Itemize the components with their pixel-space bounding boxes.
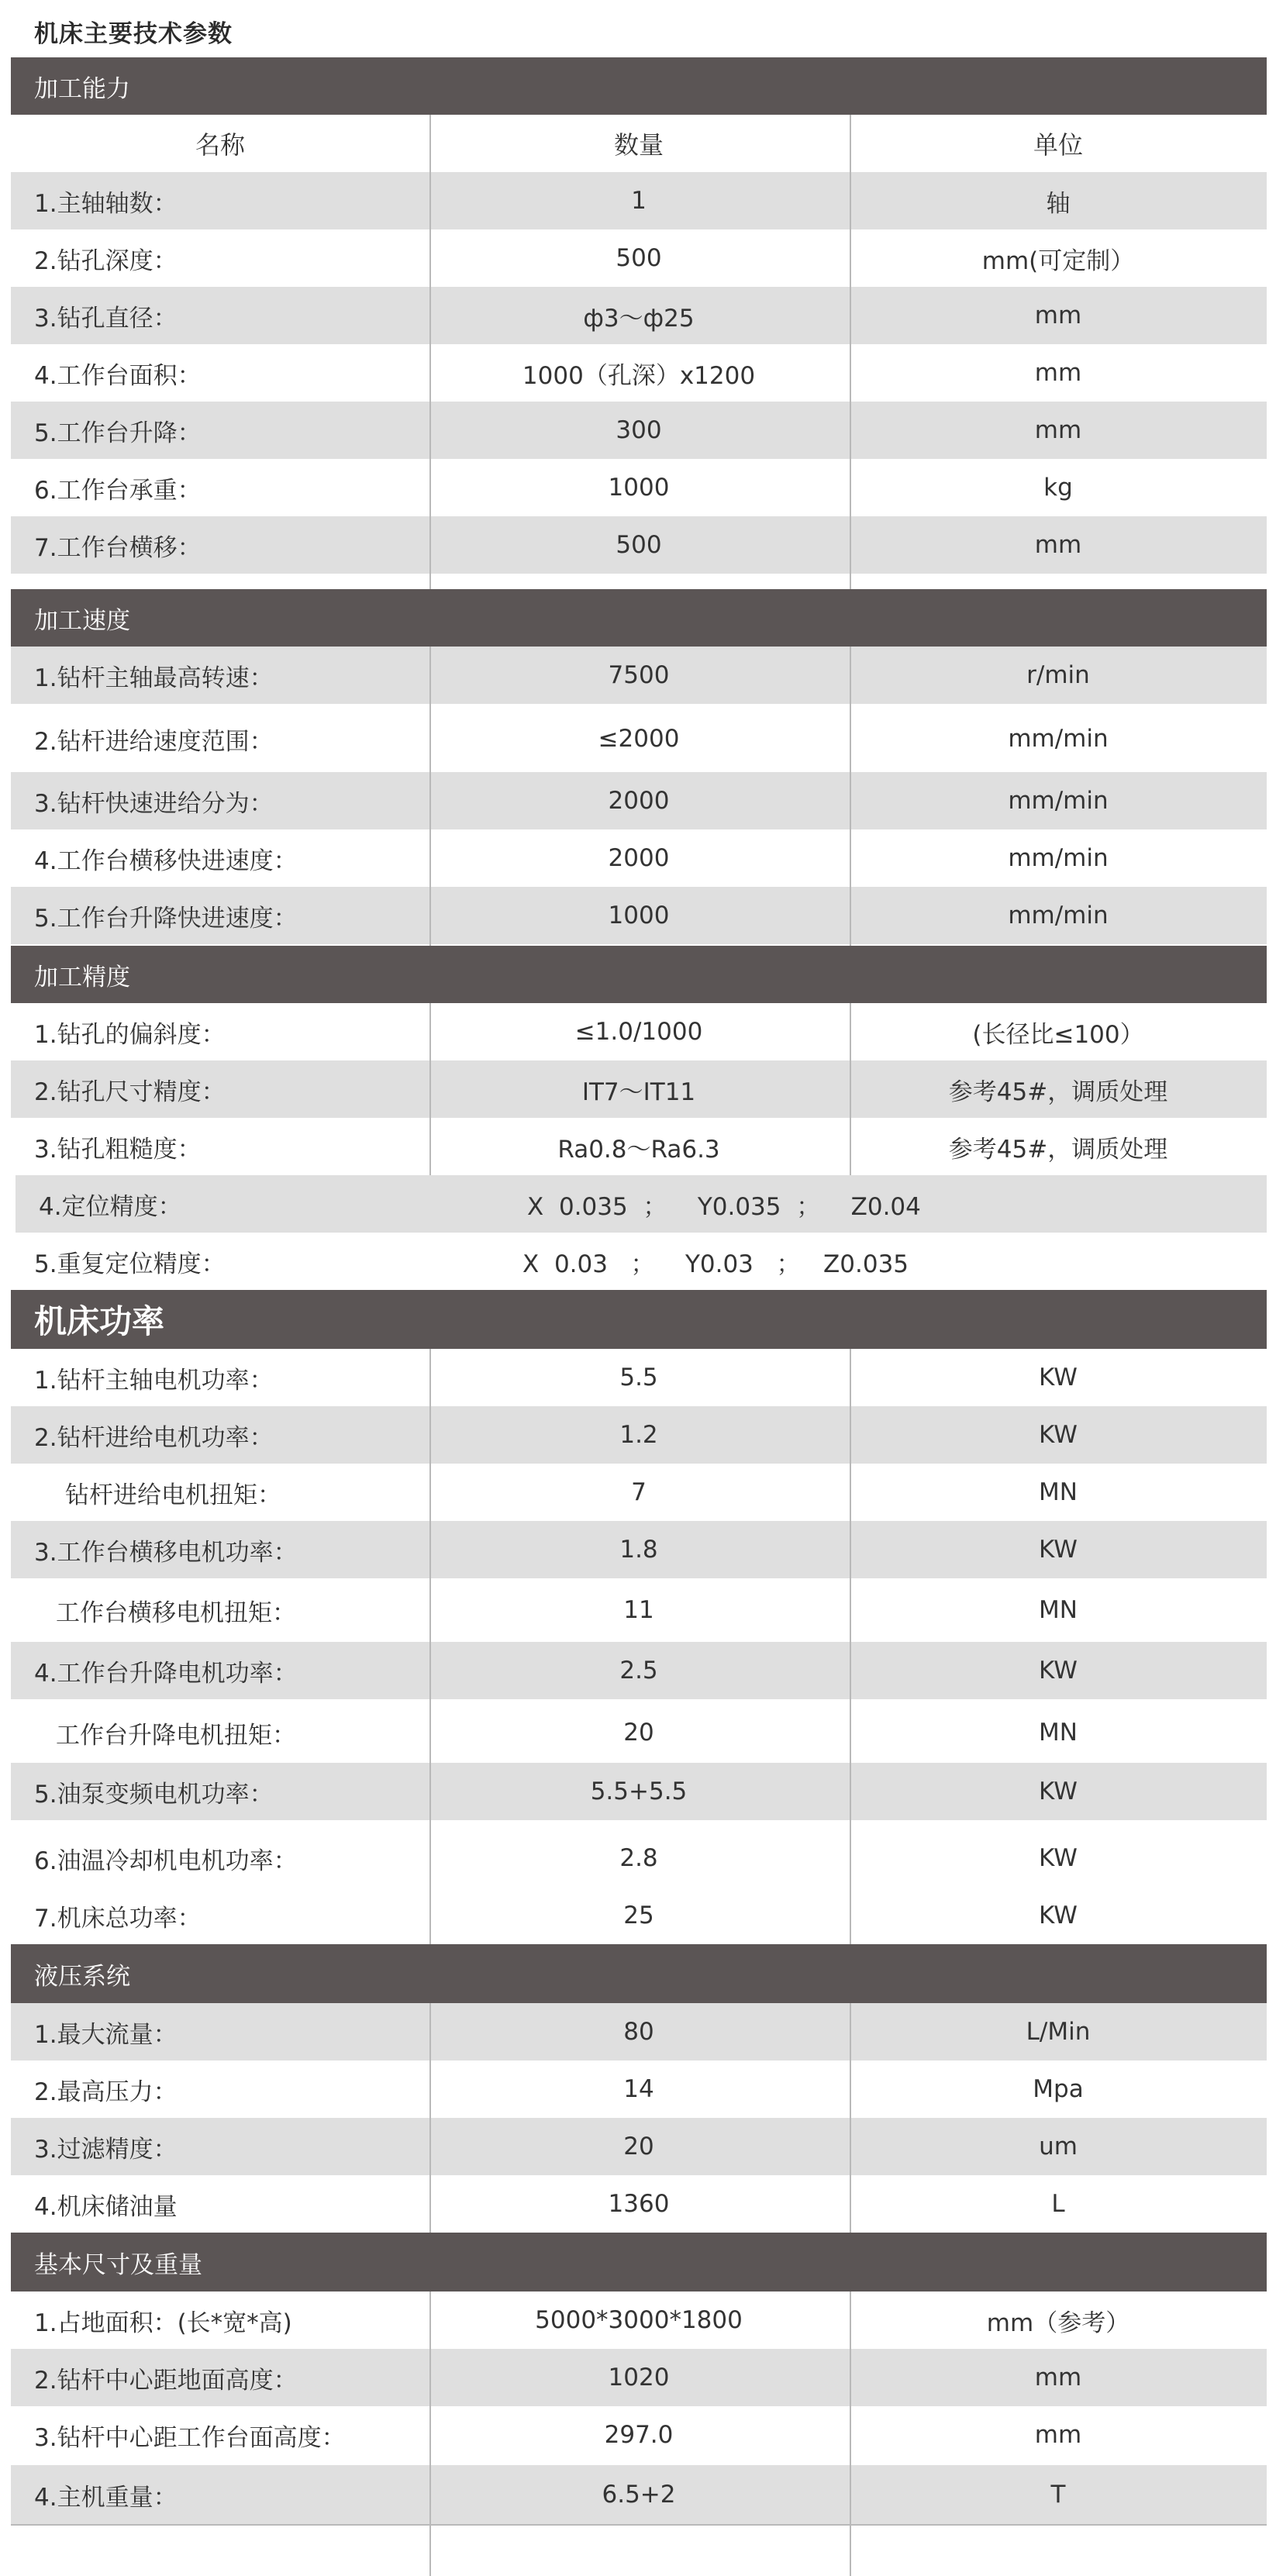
param-name: 5.油泵变频电机功率： xyxy=(34,1780,274,1809)
table-row xyxy=(11,772,1267,829)
param-unit: KW xyxy=(1039,1536,1078,1564)
table-row xyxy=(11,2406,1267,2464)
param-value: 1.8 xyxy=(619,1536,658,1564)
table-row xyxy=(11,287,1267,344)
param-unit: mm xyxy=(1034,302,1082,329)
param-unit: 参考45#，调质处理 xyxy=(948,1078,1168,1106)
table-row xyxy=(11,2349,1267,2406)
param-unit: mm/min xyxy=(1008,902,1109,929)
param-unit: r/min xyxy=(1026,661,1090,689)
param-name: 工作台横移电机扭矩： xyxy=(56,1598,296,1627)
column-header-value: 数量 xyxy=(613,130,664,160)
column-header-unit: 单位 xyxy=(1033,130,1083,160)
param-name: 1.钻孔的偏斜度： xyxy=(34,1020,226,1049)
param-name: 1.钻杆主轴最高转速： xyxy=(34,664,274,692)
param-value: 300 xyxy=(616,416,662,444)
param-unit: mm/min xyxy=(1008,844,1109,872)
param-name: 4.主机重量： xyxy=(34,2483,178,2512)
param-value: 2.8 xyxy=(619,1844,658,1872)
column-divider xyxy=(850,2292,851,2576)
param-unit: mm xyxy=(1034,359,1082,387)
param-unit: mm（参考） xyxy=(986,2309,1130,2337)
table-row xyxy=(11,1003,1267,1060)
param-value: 2.5 xyxy=(619,1657,658,1685)
param-value: 11 xyxy=(623,1596,654,1624)
section-title: 机床功率 xyxy=(34,1302,165,1340)
param-unit: mm xyxy=(1034,531,1082,559)
table-row xyxy=(11,829,1267,887)
table-row xyxy=(11,1521,1267,1578)
section-title: 加工精度 xyxy=(34,963,130,991)
param-unit: T xyxy=(1050,2481,1066,2509)
table-row xyxy=(11,1406,1267,1464)
section-header-hydraulic-system xyxy=(11,1944,1267,2003)
param-name: 4.工作台横移快进速度： xyxy=(34,847,298,875)
param-name: 钻杆进给电机扭矩： xyxy=(65,1481,281,1509)
param-value: 25 xyxy=(623,1902,654,1929)
param-value: 5.5 xyxy=(619,1364,658,1391)
param-name: 3.过滤精度： xyxy=(34,2135,178,2164)
table-row xyxy=(11,1642,1267,1699)
param-value: 1020 xyxy=(608,2364,670,2392)
param-value: 500 xyxy=(616,244,662,272)
column-divider xyxy=(429,1349,431,1944)
param-unit: KW xyxy=(1039,1778,1078,1805)
param-value: IT7～IT11 xyxy=(581,1078,696,1106)
table-row xyxy=(11,2465,1267,2524)
param-value: 2000 xyxy=(608,844,670,872)
param-value: 20 xyxy=(623,2133,654,2160)
param-unit: MN xyxy=(1039,1478,1078,1506)
param-unit: um xyxy=(1039,2133,1078,2160)
column-header-name: 名称 xyxy=(195,130,245,160)
table-row xyxy=(11,1887,1267,1944)
param-name: 4.机床储油量 xyxy=(34,2192,178,2221)
section-header-machine-power xyxy=(11,1290,1267,1349)
param-unit: KW xyxy=(1039,1421,1078,1449)
param-unit: mm xyxy=(1034,416,1082,444)
table-row xyxy=(11,344,1267,402)
table-row-wide xyxy=(16,1175,1267,1233)
param-value: 1.2 xyxy=(619,1421,658,1449)
table-row xyxy=(11,2003,1267,2060)
param-name: 1.占地面积：(长*宽*高) xyxy=(34,2309,292,2337)
table-row xyxy=(11,2292,1267,2349)
table-row xyxy=(11,1704,1267,1761)
param-name: 3.工作台横移电机功率： xyxy=(34,1538,298,1567)
param-value: 297.0 xyxy=(604,2421,674,2449)
table-row xyxy=(11,1581,1267,1639)
param-name: 7.机床总功率： xyxy=(34,1904,202,1933)
param-name: 6.油温冷却机电机功率： xyxy=(34,1847,298,1875)
column-divider xyxy=(429,647,431,946)
param-value: X 0.03 ； Y0.03 ； Z0.035 xyxy=(522,1250,909,1278)
param-value: ≤2000 xyxy=(598,725,680,753)
param-name: 3.钻孔直径： xyxy=(34,304,178,333)
param-name: 1.最大流量： xyxy=(34,2020,178,2049)
table-bottom-divider xyxy=(11,2524,1267,2526)
param-unit: mm(可定制） xyxy=(981,247,1135,275)
column-divider xyxy=(429,115,431,589)
param-value: 7 xyxy=(631,1478,647,1506)
param-name: 2.钻杆进给速度范围： xyxy=(34,727,274,756)
column-header-row xyxy=(11,115,1267,172)
param-name: 5.工作台升降快进速度： xyxy=(34,904,298,933)
param-value: 1000 xyxy=(608,474,670,502)
table-row xyxy=(11,1464,1267,1521)
section-title: 基本尺寸及重量 xyxy=(34,2250,202,2279)
param-unit: KW xyxy=(1039,1902,1078,1929)
table-row xyxy=(11,2060,1267,2118)
section-header-processing-ability xyxy=(11,57,1267,115)
section-title: 加工速度 xyxy=(34,606,130,635)
param-unit: mm/min xyxy=(1008,725,1109,753)
param-unit: MN xyxy=(1039,1719,1078,1747)
param-unit: L xyxy=(1051,2190,1065,2218)
param-unit: 轴 xyxy=(1046,189,1071,218)
param-unit: 参考45#，调质处理 xyxy=(948,1135,1168,1164)
param-unit: KW xyxy=(1039,1364,1078,1391)
param-value: 5000*3000*1800 xyxy=(535,2306,743,2334)
section-header-basic-dimensions xyxy=(11,2233,1267,2292)
param-name: 3.钻杆中心距工作台面高度： xyxy=(34,2423,346,2452)
param-unit: L/Min xyxy=(1026,2018,1091,2046)
param-name: 2.钻孔尺寸精度： xyxy=(34,1078,226,1106)
param-name: 1.主轴轴数： xyxy=(34,189,178,218)
param-unit: mm xyxy=(1034,2421,1082,2449)
param-name: 2.最高压力： xyxy=(34,2078,178,2106)
table-row-wide xyxy=(11,1233,1267,1290)
param-unit: (长径比≤100） xyxy=(972,1020,1144,1049)
table-row xyxy=(11,459,1267,516)
param-value: Ra0.8～Ra6.3 xyxy=(557,1135,720,1164)
param-unit: KW xyxy=(1039,1657,1078,1685)
table-row xyxy=(11,402,1267,459)
column-divider xyxy=(850,2003,851,2233)
column-divider xyxy=(429,2003,431,2233)
param-name: 6.工作台承重： xyxy=(34,476,202,505)
section-title: 液压系统 xyxy=(34,1962,130,1991)
column-divider xyxy=(850,115,851,589)
column-divider xyxy=(850,1003,851,1175)
param-value: 5.5+5.5 xyxy=(590,1778,688,1805)
param-unit: MN xyxy=(1039,1596,1078,1624)
param-name: 5.重复定位精度： xyxy=(34,1250,226,1278)
table-row xyxy=(11,1349,1267,1406)
table-row xyxy=(11,1829,1267,1887)
param-name: 2.钻杆中心距地面高度： xyxy=(34,2366,298,2395)
param-name: 1.钻杆主轴电机功率： xyxy=(34,1366,274,1395)
table-row xyxy=(11,710,1267,767)
page-title: 机床主要技术参数 xyxy=(34,20,233,48)
param-value: 7500 xyxy=(608,661,670,689)
param-name: 3.钻杆快速进给分为： xyxy=(34,789,274,818)
column-divider xyxy=(429,2292,431,2576)
param-unit: KW xyxy=(1039,1844,1078,1872)
param-value: 1000（孔深）x1200 xyxy=(522,361,756,390)
param-name: 4.定位精度： xyxy=(39,1192,182,1221)
param-value: X 0.035 ； Y0.035 ； Z0.04 xyxy=(527,1192,921,1221)
table-row xyxy=(11,172,1267,229)
table-row xyxy=(11,516,1267,574)
table-row xyxy=(11,229,1267,287)
param-value: 1360 xyxy=(608,2190,670,2218)
param-value: ф3～ф25 xyxy=(583,304,695,333)
param-name: 2.钻杆进给电机功率： xyxy=(34,1423,274,1452)
param-value: 14 xyxy=(623,2075,654,2103)
param-name: 7.工作台横移： xyxy=(34,533,202,562)
param-name: 3.钻孔粗糙度： xyxy=(34,1135,202,1164)
column-divider xyxy=(850,647,851,946)
section-header-processing-precision xyxy=(11,946,1267,1003)
param-value: 1 xyxy=(631,187,647,215)
param-name: 2.钻孔深度： xyxy=(34,247,178,275)
table-row xyxy=(11,887,1267,944)
table-row xyxy=(11,1118,1267,1175)
param-value: 80 xyxy=(623,2018,654,2046)
param-unit: mm xyxy=(1034,2364,1082,2392)
param-value: 6.5+2 xyxy=(602,2481,676,2509)
section-title: 加工能力 xyxy=(34,74,130,103)
table-row xyxy=(11,647,1267,704)
section-header-processing-speed xyxy=(11,589,1267,647)
table-row xyxy=(11,1763,1267,1820)
param-value: 2000 xyxy=(608,787,670,815)
param-unit: Mpa xyxy=(1033,2075,1084,2103)
table-row xyxy=(11,2175,1267,2233)
param-value: ≤1.0/1000 xyxy=(574,1018,703,1046)
table-row xyxy=(11,2118,1267,2175)
param-unit: kg xyxy=(1043,474,1073,502)
table-row xyxy=(11,1060,1267,1118)
param-value: 1000 xyxy=(608,902,670,929)
param-name: 4.工作台升降电机功率： xyxy=(34,1659,298,1688)
param-name: 5.工作台升降： xyxy=(34,419,202,447)
param-value: 20 xyxy=(623,1719,654,1747)
param-unit: mm/min xyxy=(1008,787,1109,815)
column-divider xyxy=(850,1349,851,1944)
param-name: 工作台升降电机扭矩： xyxy=(56,1721,296,1750)
param-value: 500 xyxy=(616,531,662,559)
column-divider xyxy=(429,1003,431,1175)
param-name: 4.工作台面积： xyxy=(34,361,202,390)
